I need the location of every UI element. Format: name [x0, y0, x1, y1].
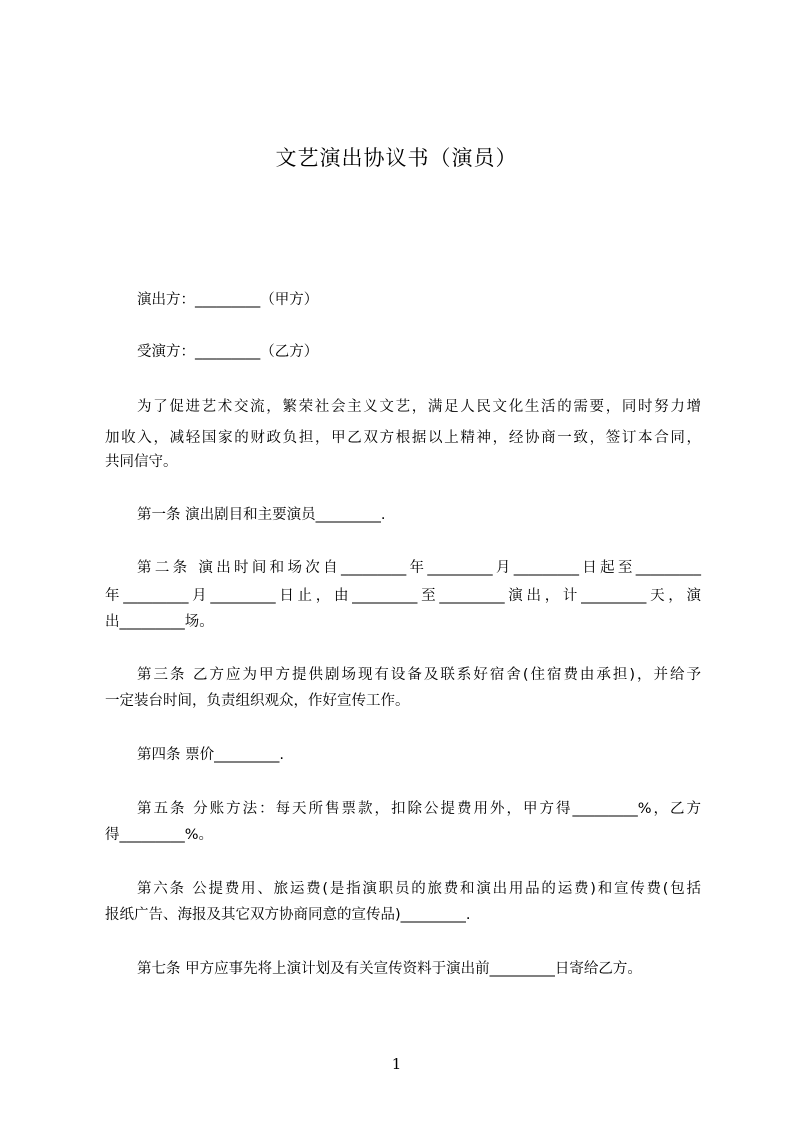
page-number: 1	[391, 1055, 402, 1073]
article-1: 第一条 演出剧目和主要演员_________.	[137, 507, 386, 523]
article-3-line-2: 一定装台时间，负责组织观众，作好宣传工作。	[105, 693, 410, 709]
article-6-line-1: 第六条 公提费用、旅运费(是指演职员的旅费和演出用品的运费)和宣传费(包括	[137, 881, 701, 897]
article-4: 第四条 票价_________.	[137, 747, 284, 763]
party-performer: 演出方：_________（甲方）	[137, 292, 319, 308]
article-2-line-3: 出_________场。	[105, 614, 214, 630]
document-title: 文艺演出协议书（演员）	[275, 146, 518, 170]
article-3-line-1: 第三条 乙方应为甲方提供剧场现有设备及联系好宿舍(住宿费由承担)，并给予	[137, 667, 701, 683]
article-5-line-2: 得_________%。	[105, 827, 214, 843]
preamble-line-1: 为了促进艺术交流，繁荣社会主义文艺，满足人民文化生活的需要，同时努力增	[137, 399, 701, 415]
party-host: 受演方：_________（乙方）	[137, 344, 319, 360]
article-5-line-1: 第五条 分账方法：每天所售票款，扣除公提费用外，甲方得_________%，乙方	[137, 801, 701, 817]
preamble-line-2: 加收入，减轻国家的财政负担，甲乙双方根据以上精神，经协商一致，签订本合同，	[105, 430, 701, 446]
article-2-line-1: 第二条 演出时间和场次自_________年_________月_________日起至_________	[137, 560, 701, 576]
article-6-line-2: 报纸广告、海报及其它双方协商同意的宣传品)_________.	[105, 907, 471, 923]
article-2-line-2: 年_________月_________日止，由_________至_________演出，计_________天，演	[105, 588, 701, 604]
preamble-line-3: 共同信守。	[105, 454, 178, 470]
article-7: 第七条 甲方应事先将上演计划及有关宣传资料于演出前_________日寄给乙方。	[137, 961, 642, 977]
